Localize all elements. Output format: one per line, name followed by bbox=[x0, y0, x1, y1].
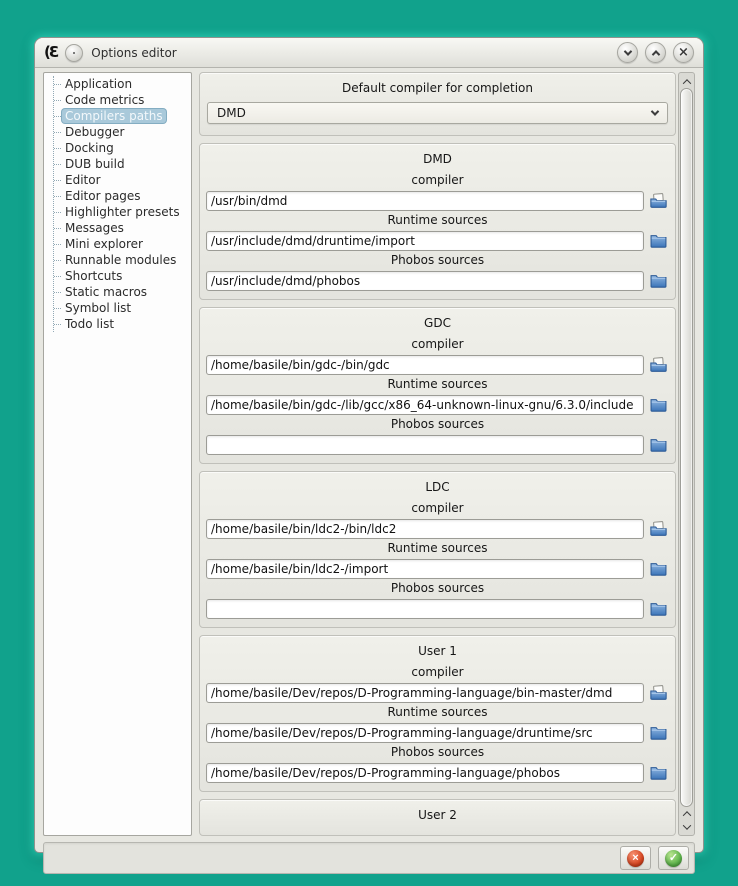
field-row bbox=[206, 518, 669, 539]
app-logo-icon: (Ɛ bbox=[44, 43, 58, 61]
sidebar-item-label: Debugger bbox=[65, 125, 125, 139]
field-row bbox=[206, 762, 669, 783]
sidebar-item-shortcuts[interactable] bbox=[54, 268, 189, 284]
section-title: User 1 bbox=[418, 644, 457, 658]
chevron-down-icon bbox=[623, 47, 631, 55]
field-label-compiler: compiler bbox=[411, 337, 464, 351]
file-open-icon bbox=[650, 685, 667, 700]
sidebar-list bbox=[53, 76, 189, 332]
main-panel bbox=[199, 72, 695, 836]
folder-icon bbox=[650, 437, 667, 452]
window-body bbox=[35, 68, 703, 886]
user-1-compiler-input[interactable] bbox=[206, 683, 644, 703]
sidebar-item-static-macros[interactable] bbox=[54, 284, 189, 300]
sidebar-item-messages[interactable] bbox=[54, 220, 189, 236]
user-1-runtime-sources-browse-button[interactable] bbox=[648, 723, 669, 743]
user-1-compiler-browse-button[interactable] bbox=[648, 683, 669, 703]
section-dmd bbox=[199, 143, 676, 300]
window-menu-button[interactable] bbox=[65, 44, 83, 62]
gdc-phobos-sources-browse-button[interactable] bbox=[648, 435, 669, 455]
folder-icon bbox=[650, 765, 667, 780]
gdc-runtime-sources-browse-button[interactable] bbox=[648, 395, 669, 415]
titlebar bbox=[35, 38, 703, 68]
gdc-compiler-input[interactable] bbox=[206, 355, 644, 375]
accept-icon: ✓ bbox=[665, 850, 682, 867]
sidebar-item-label: Mini explorer bbox=[65, 237, 143, 251]
chevron-down-icon bbox=[651, 107, 659, 115]
ldc-compiler-browse-button[interactable] bbox=[648, 519, 669, 539]
sidebar-item-todo-list[interactable] bbox=[54, 316, 189, 332]
dmd-runtime-sources-input[interactable] bbox=[206, 231, 644, 251]
field-label-runtime-sources: Runtime sources bbox=[387, 541, 488, 555]
chevron-down-icon bbox=[682, 821, 690, 829]
dmd-phobos-sources-browse-button[interactable] bbox=[648, 271, 669, 291]
sidebar-item-label: Editor bbox=[65, 173, 101, 187]
minimize-button[interactable] bbox=[617, 42, 638, 63]
section-title: User 2 bbox=[418, 808, 457, 822]
field-row bbox=[206, 190, 669, 211]
sidebar-item-compilers-paths[interactable] bbox=[54, 108, 189, 124]
field-row bbox=[206, 270, 669, 291]
category-sidebar bbox=[43, 72, 192, 836]
sidebar-item-label: Todo list bbox=[65, 317, 115, 331]
ldc-phobos-sources-browse-button[interactable] bbox=[648, 599, 669, 619]
ldc-compiler-input[interactable] bbox=[206, 519, 644, 539]
options-editor-window bbox=[35, 38, 703, 864]
sidebar-item-label: Compilers paths bbox=[62, 109, 166, 123]
sidebar-item-label: Highlighter presets bbox=[65, 205, 180, 219]
field-row bbox=[206, 434, 669, 455]
gdc-runtime-sources-input[interactable] bbox=[206, 395, 644, 415]
accept-button[interactable] bbox=[658, 846, 689, 870]
folder-icon bbox=[650, 233, 667, 248]
sidebar-item-editor[interactable] bbox=[54, 172, 189, 188]
field-label-compiler: compiler bbox=[411, 173, 464, 187]
sidebar-item-label: Application bbox=[65, 77, 133, 91]
window-title: Options editor bbox=[91, 45, 177, 60]
dmd-compiler-input[interactable] bbox=[206, 191, 644, 211]
sidebar-item-symbol-list[interactable] bbox=[54, 300, 189, 316]
field-label-compiler: compiler bbox=[411, 501, 464, 515]
field-row bbox=[206, 598, 669, 619]
field-label-phobos-sources: Phobos sources bbox=[390, 745, 485, 759]
section-ldc bbox=[199, 471, 676, 628]
ldc-runtime-sources-browse-button[interactable] bbox=[648, 559, 669, 579]
scrollbar-thumb[interactable] bbox=[680, 88, 693, 807]
default-compiler-title: Default compiler for completion bbox=[342, 81, 533, 95]
close-button[interactable] bbox=[673, 42, 694, 63]
dmd-runtime-sources-browse-button[interactable] bbox=[648, 231, 669, 251]
sidebar-item-label: Static macros bbox=[65, 285, 148, 299]
folder-icon bbox=[650, 561, 667, 576]
user-1-runtime-sources-input[interactable] bbox=[206, 723, 644, 743]
chevron-up-icon bbox=[682, 79, 690, 87]
field-row bbox=[206, 230, 669, 251]
file-open-icon bbox=[650, 357, 667, 372]
field-label-runtime-sources: Runtime sources bbox=[387, 377, 488, 391]
scroll-up-button-bottom[interactable] bbox=[680, 807, 693, 820]
sidebar-item-runnable-modules[interactable] bbox=[54, 252, 189, 268]
sidebar-item-label: Messages bbox=[65, 221, 124, 235]
field-row bbox=[206, 354, 669, 375]
section-title: GDC bbox=[424, 316, 451, 330]
section-user-2 bbox=[199, 799, 676, 836]
sidebar-item-label: Runnable modules bbox=[65, 253, 177, 267]
section-user-1 bbox=[199, 635, 676, 792]
field-row bbox=[206, 682, 669, 703]
sidebar-item-code-metrics[interactable] bbox=[54, 92, 189, 108]
ldc-phobos-sources-input[interactable] bbox=[206, 599, 644, 619]
compiler-panels bbox=[199, 72, 676, 836]
sidebar-item-highlighter-presets[interactable] bbox=[54, 204, 189, 220]
section-gdc bbox=[199, 307, 676, 464]
folder-icon bbox=[650, 725, 667, 740]
file-open-icon bbox=[650, 193, 667, 208]
menu-dot-icon bbox=[73, 52, 75, 54]
maximize-button[interactable] bbox=[645, 42, 666, 63]
folder-icon bbox=[650, 601, 667, 616]
sidebar-item-application[interactable] bbox=[54, 76, 189, 92]
dmd-phobos-sources-input[interactable] bbox=[206, 271, 644, 291]
user-1-phobos-sources-input[interactable] bbox=[206, 763, 644, 783]
gdc-compiler-browse-button[interactable] bbox=[648, 355, 669, 375]
scroll-up-button[interactable] bbox=[680, 75, 693, 88]
compiler-sections bbox=[199, 143, 676, 836]
field-label-runtime-sources: Runtime sources bbox=[387, 705, 488, 719]
sidebar-item-docking[interactable] bbox=[54, 140, 189, 156]
cancel-button[interactable] bbox=[620, 846, 651, 870]
field-label-runtime-sources: Runtime sources bbox=[387, 213, 488, 227]
dmd-compiler-browse-button[interactable] bbox=[648, 191, 669, 211]
sidebar-item-mini-explorer[interactable] bbox=[54, 236, 189, 252]
chevron-up-icon bbox=[651, 50, 659, 58]
close-icon: × bbox=[678, 44, 689, 60]
field-row bbox=[206, 722, 669, 743]
sidebar-item-label: DUB build bbox=[65, 157, 125, 171]
default-compiler-select[interactable] bbox=[207, 102, 668, 124]
default-compiler-value: DMD bbox=[217, 106, 246, 120]
sidebar-item-label: Code metrics bbox=[65, 93, 145, 107]
user-1-phobos-sources-browse-button[interactable] bbox=[648, 763, 669, 783]
gdc-phobos-sources-input[interactable] bbox=[206, 435, 644, 455]
file-open-icon bbox=[650, 521, 667, 536]
field-label-phobos-sources: Phobos sources bbox=[390, 417, 485, 431]
field-label-compiler: compiler bbox=[411, 665, 464, 679]
chevron-up-icon bbox=[682, 811, 690, 819]
sidebar-item-label: Shortcuts bbox=[65, 269, 123, 283]
sidebar-item-label: Editor pages bbox=[65, 189, 141, 203]
statusbar bbox=[43, 842, 695, 874]
default-compiler-group bbox=[199, 72, 676, 136]
sidebar-item-label: Symbol list bbox=[65, 301, 132, 315]
cancel-icon: × bbox=[627, 850, 644, 867]
field-row bbox=[206, 394, 669, 415]
sidebar-item-dub-build[interactable] bbox=[54, 156, 189, 172]
sidebar-item-debugger[interactable] bbox=[54, 124, 189, 140]
ldc-runtime-sources-input[interactable] bbox=[206, 559, 644, 579]
sidebar-item-editor-pages[interactable] bbox=[54, 188, 189, 204]
vertical-scrollbar[interactable] bbox=[678, 72, 695, 836]
field-label-phobos-sources: Phobos sources bbox=[390, 253, 485, 267]
section-title: DMD bbox=[423, 152, 452, 166]
folder-icon bbox=[650, 397, 667, 412]
field-label-phobos-sources: Phobos sources bbox=[390, 581, 485, 595]
section-title: LDC bbox=[425, 480, 450, 494]
folder-icon bbox=[650, 273, 667, 288]
scroll-down-button[interactable] bbox=[680, 820, 693, 833]
sidebar-item-label: Docking bbox=[65, 141, 114, 155]
field-row bbox=[206, 558, 669, 579]
